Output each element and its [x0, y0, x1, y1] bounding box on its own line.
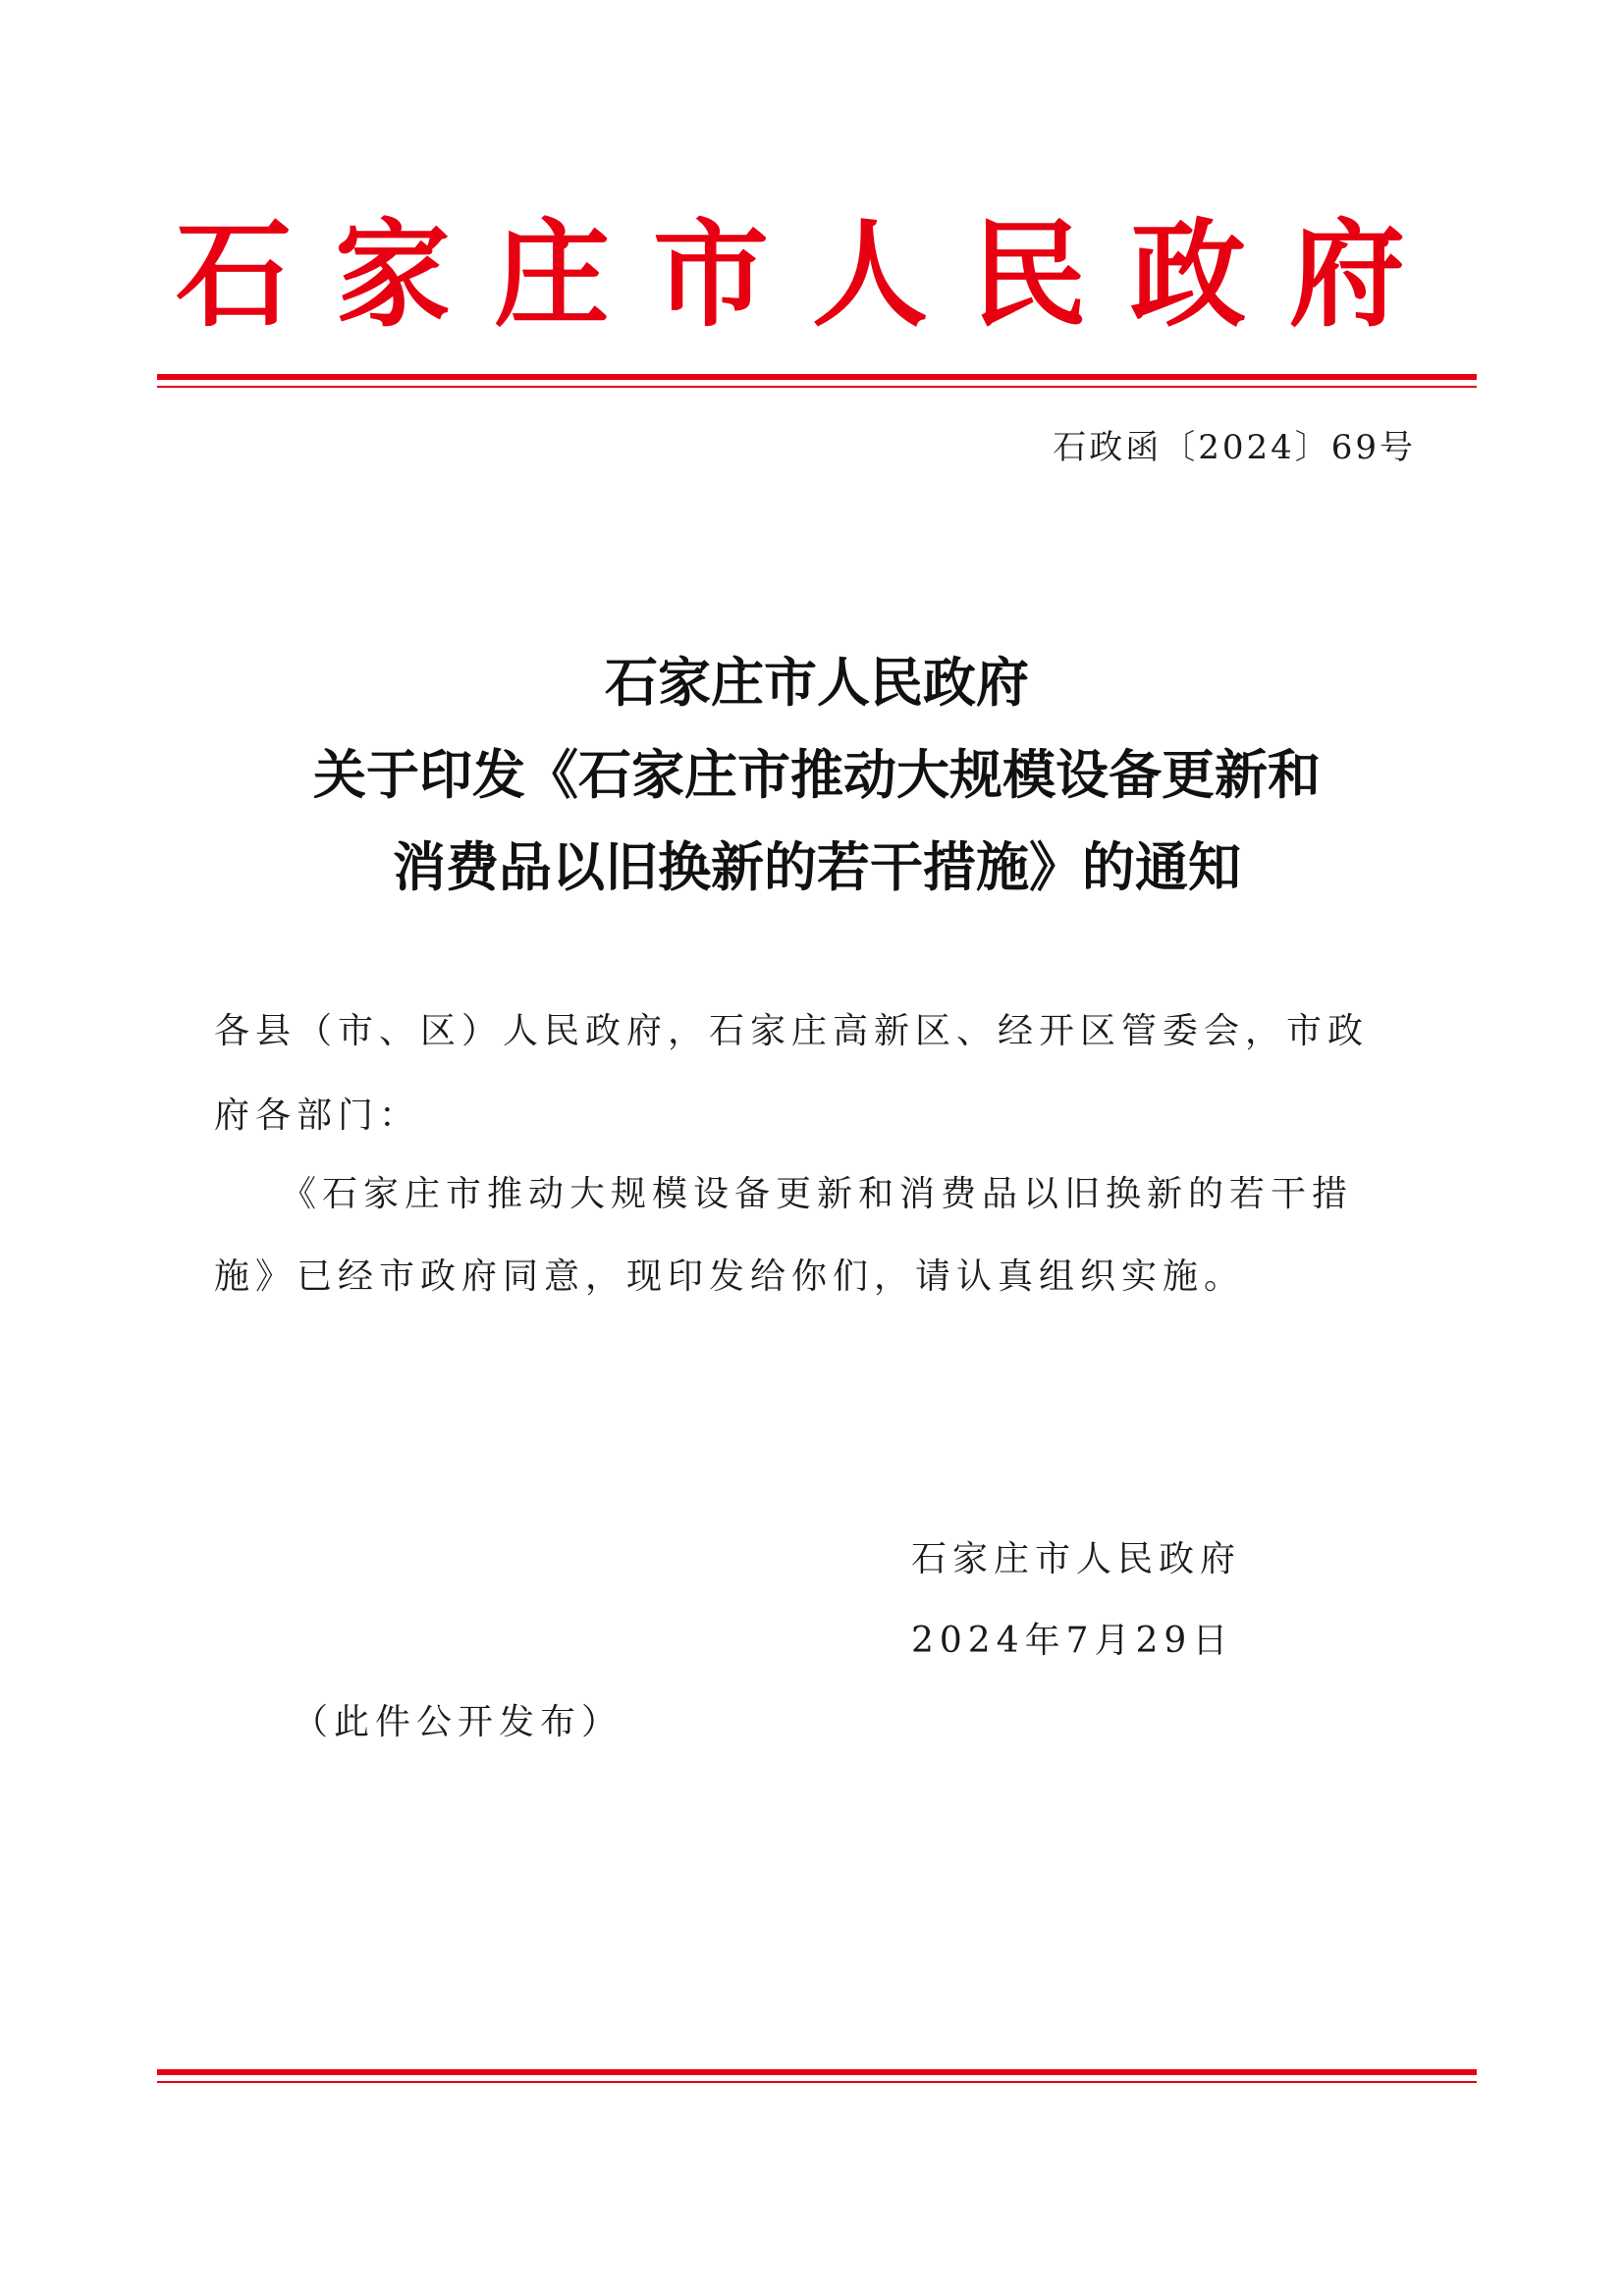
body-paragraph-line-2: 施》已经市政府同意，现印发给你们，请认真组织实施。 — [214, 1256, 1246, 1297]
public-release-note: （此件公开发布） — [293, 1702, 623, 1742]
footer-red-rule-thick — [157, 2069, 1477, 2075]
addressee-line-2: 府各部门： — [214, 1095, 421, 1136]
addressee-line-1: 各县（市、区）人民政府，石家庄高新区、经开区管委会，市政 — [214, 1011, 1370, 1051]
title-line-3: 消费品以旧换新的若干措施》的通知 — [393, 835, 1241, 898]
signature-organization: 石家庄市人民政府 — [911, 1539, 1242, 1579]
document-number: 石政函〔2024〕69号 — [1053, 428, 1416, 467]
header-red-rule-thin — [157, 386, 1477, 388]
title-line-1: 石家庄市人民政府 — [605, 651, 1029, 714]
footer-red-rule-thin — [157, 2081, 1477, 2083]
header-red-rule-thick — [157, 374, 1477, 380]
masthead-title: 石家庄市人民政府 — [175, 206, 1448, 343]
document-title — [157, 636, 1477, 913]
title-line-2: 关于印发《石家庄市推动大规模设备更新和 — [313, 743, 1321, 806]
signature-date: 2024年7月29日 — [911, 1621, 1234, 1661]
body-paragraph-line-1: 《石家庄市推动大规模设备更新和消费品以旧换新的若干措 — [281, 1174, 1354, 1214]
